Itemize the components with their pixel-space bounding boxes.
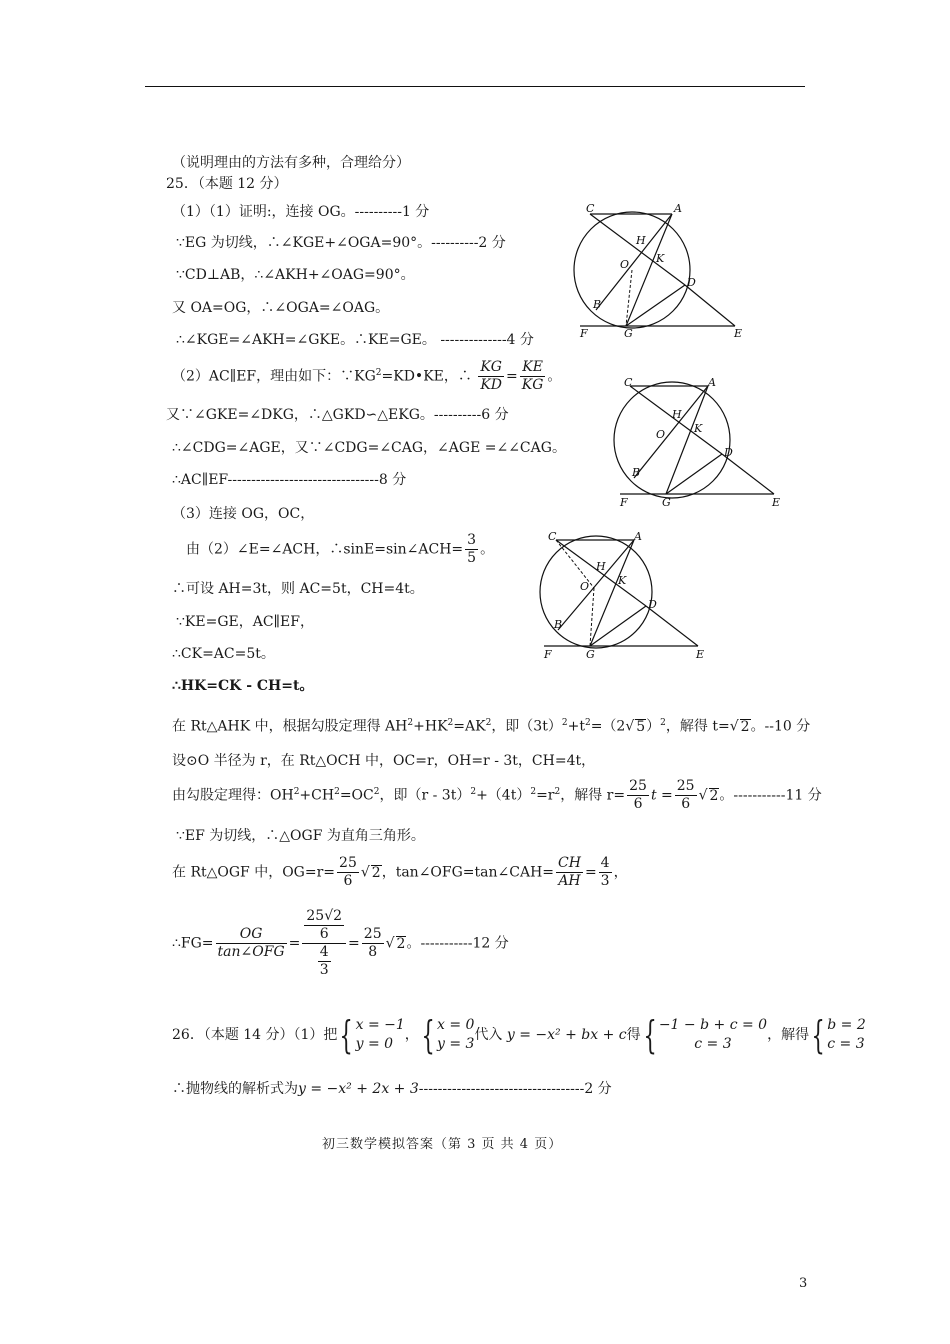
figure-label: K	[618, 574, 627, 587]
figure-label: A	[634, 530, 642, 543]
figure-label: D	[724, 446, 733, 459]
q25-line-pythag-ahk: 在 Rt△AHK 中，根据勾股定理得 $AH^2+HK^2=AK^2$，即$(3t)^2+t^2=(2√$ 5）$^2$，解得 t=√ 2。--10 分	[172, 718, 811, 735]
q25-header: 25．（本题 12 分）	[166, 176, 288, 192]
geometry-figure-3	[526, 528, 726, 668]
figure-label: C	[548, 530, 557, 543]
geometry-figure-1	[560, 200, 760, 345]
page-footer: 初三数学模拟答案（第 3 页 共 4 页）	[322, 1137, 563, 1152]
figure-label: E	[734, 327, 743, 340]
figure-label: D	[648, 598, 657, 611]
q25-line: ∴HK=CK - CH=t。	[172, 678, 314, 694]
q25-line: （3）连接 OG，OC，	[172, 506, 315, 522]
q25-line-ratio: （2）AC∥EF，理由如下：$\because KG^2=KD•KE$，∴ $\frac{KG}{KD}$ = $\frac{KE}{KG}$ 。	[172, 359, 562, 393]
geometry-figure-2	[604, 372, 804, 517]
figure-label: O	[656, 428, 666, 441]
figure-label: G	[624, 327, 633, 340]
q25-line: 又∵∠GKE=∠DKG，∴△GKD∽△EKG。----------6 分	[166, 407, 509, 423]
figure-label: H	[672, 408, 682, 421]
q25-line: ∵CD⊥AB，∴∠AKH+∠OAG=90°。	[176, 267, 415, 283]
figure-label: A	[674, 202, 682, 215]
q25-line-ogf: 在 Rt△OGF 中，OG=r= $\frac{25}{6}$ √ 2，tan∠OFG=tan∠CAH= $\frac{CH}{AH}$ = $\frac{4}{3}$ ，	[172, 855, 628, 889]
figure-label: B	[632, 466, 641, 479]
q25-line-pythag-och: 由勾股定理得：$OH^2+CH^2=OC^2$，即$(r - 3t)^2+(4t)^2=r^2$，解得 r= $\frac{25}{6}$ t = $\frac{25}{6}$ √ 2。-----------11 分	[172, 778, 822, 812]
q26-line-1: 26．（本题 14 分）（1）把{ x = −1 y = 0 ，{ x = 0 y = 3 代入 y = −x² + bx + c得{ −1 − b + c = 0 c = 3 ，解得{ b = 2 c = 3	[172, 1013, 866, 1057]
note-text: （说明理由的方法有多种，合理给分）	[172, 155, 410, 171]
q25-line-fg: ∴FG= $\frac{OG}{\text{tan∠OFG}}$ = $\frac{\frac{25√2}{6}}{\frac{4}{3}}$ = $\frac{25}{8}$ √ 2。-----------12 分	[172, 908, 509, 978]
figure-label: H	[596, 560, 606, 573]
figure-label: K	[656, 252, 665, 265]
q25-line: 又 OA=OG，∴∠OGA=∠OAG。	[172, 300, 390, 316]
figure-label: H	[636, 234, 646, 247]
q25-line: ∴AC∥EF--------------------------------8 分	[172, 472, 407, 488]
q25-line: ∴CK=AC=5t。	[172, 646, 275, 662]
figure-label: C	[624, 376, 633, 389]
q25-line: ∵EF 为切线，∴△OGF 为直角三角形。	[176, 828, 425, 844]
figure-label: E	[696, 648, 705, 661]
q25-line: ∴∠CDG=∠AGE，又∵∠CDG=∠CAG，∠AGE =∠∠CAG。	[172, 440, 566, 456]
q25-line: ∵KE=GE，AC∥EF，	[176, 614, 314, 630]
q25-line: （1）（1）证明:，连接 OG。----------1 分	[172, 204, 430, 220]
figure-label: D	[687, 276, 696, 289]
figure-label: B	[593, 298, 602, 311]
figure-label: O	[620, 258, 630, 271]
q25-line: ∵EG 为切线，∴∠KGE+∠OGA=90°。----------2 分	[176, 235, 506, 251]
figure-label: C	[586, 202, 595, 215]
figure-label: F	[544, 648, 552, 661]
figure-label: G	[662, 496, 671, 509]
figure-label: O	[580, 580, 590, 593]
figure-label: F	[620, 496, 628, 509]
q25-line: 设⊙O 半径为 r，在 Rt△OCH 中，OC=r，OH=r - 3t，CH=4t，	[172, 753, 596, 769]
figure-label: B	[554, 618, 563, 631]
page-number: 3	[799, 1276, 808, 1291]
q26-line-2: ∴抛物线的解析式为y = −x² + 2x + 3-----------------------------------2 分	[172, 1081, 612, 1097]
q25-line-sine: 由（2）∠E=∠ACH，∴sinE=sin∠ACH= $\frac{3}{5}$ 。	[186, 532, 495, 566]
figure-label: K	[694, 422, 703, 435]
figure-label: F	[580, 327, 588, 340]
q25-line: ∴可设 AH=3t，则 AC=5t，CH=4t。	[172, 581, 424, 597]
figure-label: E	[772, 496, 781, 509]
header-rule	[145, 86, 805, 87]
q25-line: ∴∠KGE=∠AKH=∠GKE。∴KE=GE。 --------------4 分	[176, 332, 534, 348]
figure-label: A	[708, 376, 716, 389]
figure-label: G	[586, 648, 595, 661]
